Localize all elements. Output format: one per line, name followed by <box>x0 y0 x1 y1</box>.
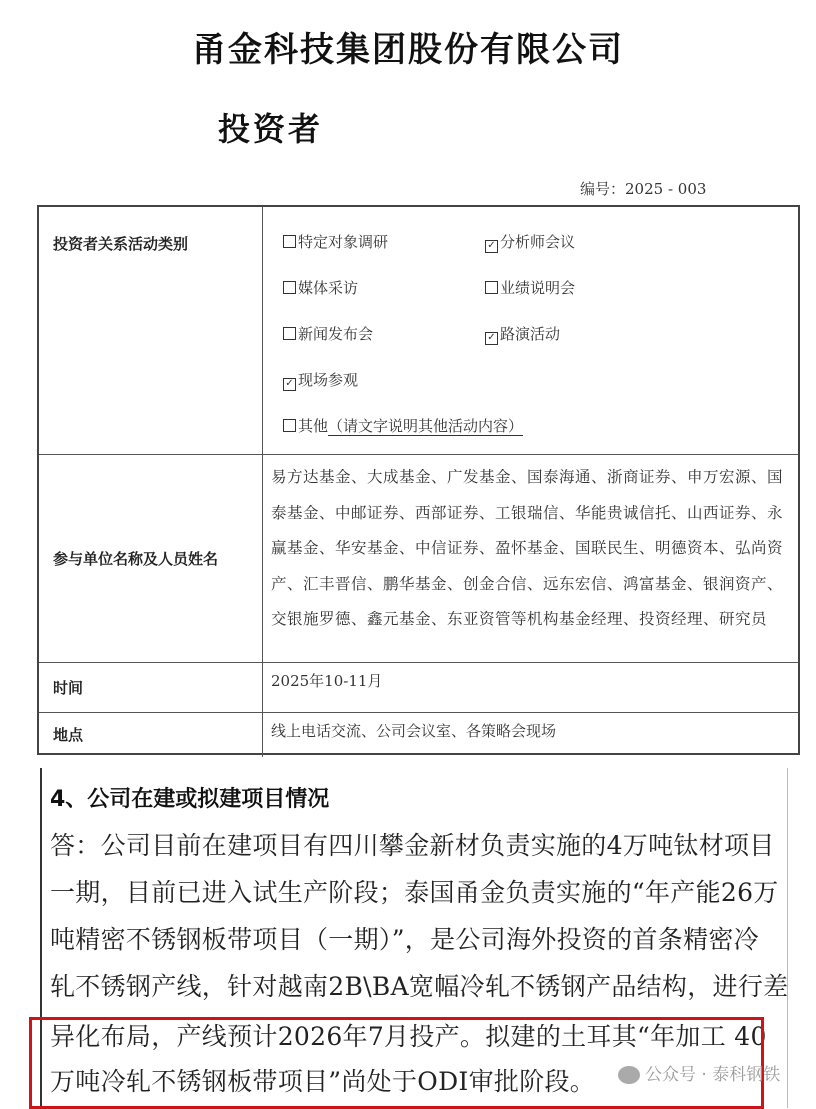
checked-box-icon: ✓ <box>485 240 498 253</box>
time-value: 2025年10-11月 <box>271 672 383 690</box>
activity-checkbox[interactable] <box>283 415 523 436</box>
answer-line: 吨精密不锈钢板带项目（一期）”，是公司海外投资的首条精密冷 <box>50 925 759 954</box>
answer-line: 一期，目前已进入试生产阶段；泰国甬金负责实施的“年产能26万 <box>50 878 779 907</box>
wechat-icon <box>618 1066 640 1084</box>
checked-box-icon: ✓ <box>283 378 296 391</box>
answer-line: 万吨冷轧不锈钢板带项目”尚处于ODI审批阶段。 <box>50 1067 596 1096</box>
place-value: 线上电话交流、公司会议室、各策略会现场 <box>271 722 557 740</box>
checkbox-label: 新闻发布会 <box>298 325 374 343</box>
checked-box-icon: ✓ <box>485 332 498 345</box>
checkbox-label: 特定对象调研 <box>298 233 389 251</box>
investor-relations-table <box>37 205 800 755</box>
activity-checkbox[interactable] <box>283 323 373 344</box>
unchecked-box-icon <box>283 281 296 294</box>
activity-checkbox[interactable] <box>283 369 358 390</box>
checkbox-label: 业绩说明会 <box>500 279 576 297</box>
other-note: （请文字说明其他活动内容） <box>328 417 524 435</box>
answer-line: 轧不锈钢产线，针对越南2B\BA宽幅冷轧不锈钢产品结构，进行差 <box>50 972 789 1001</box>
activity-checkbox[interactable] <box>283 277 358 298</box>
activity-options <box>265 207 798 454</box>
unchecked-box-icon <box>283 419 296 432</box>
unchecked-box-icon <box>283 235 296 248</box>
row-activity-type <box>39 207 798 455</box>
activity-checkbox[interactable] <box>485 277 575 298</box>
checkbox-label: 现场参观 <box>298 371 359 389</box>
row-time <box>39 662 798 713</box>
activity-checkbox[interactable] <box>283 231 388 252</box>
unchecked-box-icon <box>283 327 296 340</box>
document-number: 编号：2025 - 003 <box>580 180 707 198</box>
place-label: 地点 <box>39 712 263 757</box>
row-place <box>39 712 798 757</box>
row-participants <box>39 454 798 663</box>
participants-label: 参与单位名称及人员姓名 <box>39 454 263 662</box>
activity-type-label: 投资者关系活动类别 <box>39 207 263 454</box>
participants-cell <box>265 454 798 662</box>
time-label: 时间 <box>39 662 263 712</box>
unchecked-box-icon <box>485 281 498 294</box>
activity-checkbox[interactable] <box>485 231 575 252</box>
answer-line: 异化布局，产线预计2026年7月投产。拟建的土耳其“年加工 40 <box>50 1022 767 1051</box>
participants-value: 易方达基金、大成基金、广发基金、国泰海通、浙商证券、申万宏源、国泰基金、中邮证券、西部证券、工银瑞信、华能贵诚信托、山西证券、永赢基金、华安基金、中信证券、盈怀基金、国联民生、明德资本、弘尚资产、汇丰晋信、鹏华基金、创金合信、远东宏信、鸿富基金、银润资产、交银施罗德、鑫元基金、东亚资管等机构基金经理、投资经理、研究员 <box>271 468 784 628</box>
section-heading: 4、公司在建或拟建项目情况 <box>50 787 330 812</box>
watermark <box>618 1060 780 1085</box>
checkbox-label: 其他 <box>298 417 329 435</box>
answer-line: 答：公司目前在建项目有四川攀金新材负责实施的4万吨钛材项目 <box>50 831 775 860</box>
watermark-text: 公众号 · 泰科钢铁 <box>645 1065 781 1085</box>
activity-checkbox[interactable] <box>485 323 560 344</box>
company-title: 甬金科技集团股份有限公司 <box>192 30 624 70</box>
checkbox-label: 路演活动 <box>500 325 561 343</box>
document-subtitle: 投资者 <box>218 110 324 148</box>
checkbox-label: 媒体采访 <box>298 279 359 297</box>
checkbox-label: 分析师会议 <box>500 233 576 251</box>
